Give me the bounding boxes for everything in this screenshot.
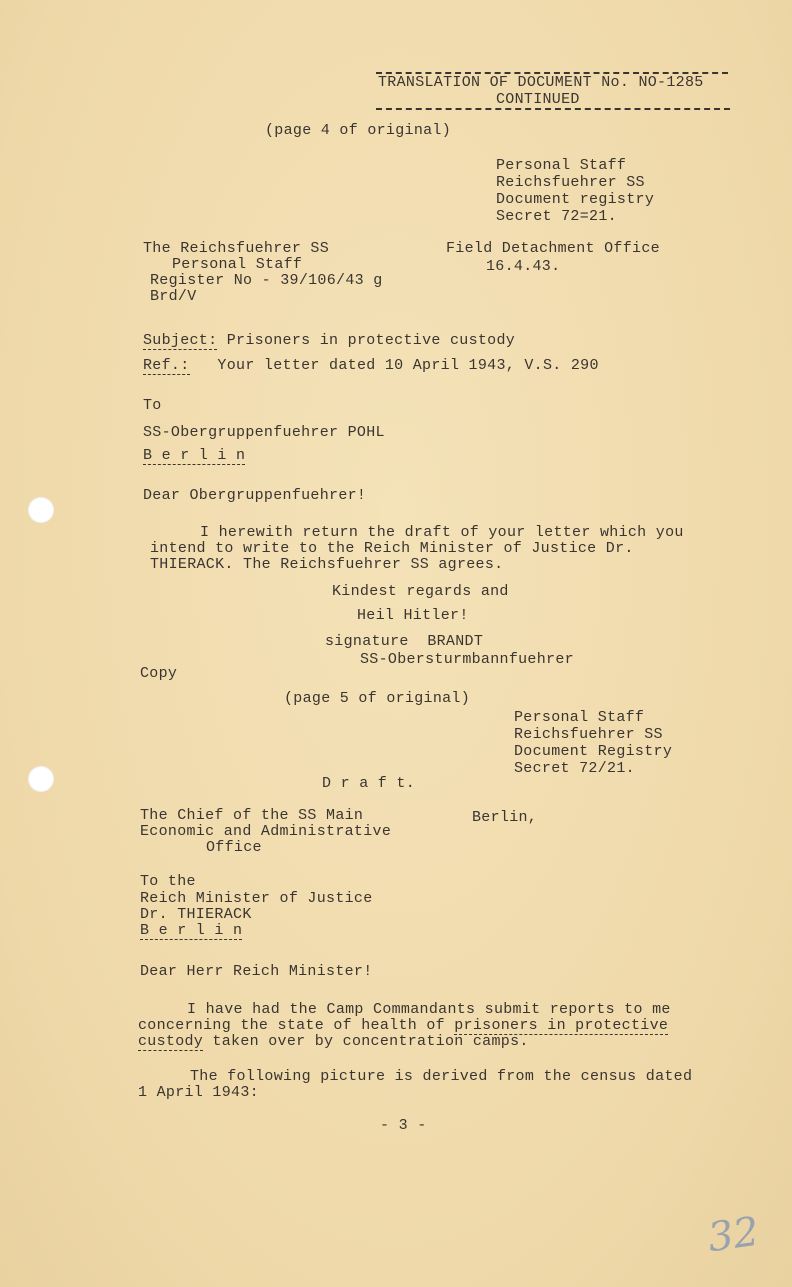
sender-line: Brd/V	[150, 288, 197, 305]
recipient-name: SS-Obergruppenfuehrer POHL	[143, 424, 385, 441]
registry-line: Document Registry	[514, 743, 673, 760]
recipient-city	[140, 922, 242, 939]
registry-line: Reichsfuehrer SS	[514, 726, 663, 743]
body-line: 1 April 1943:	[138, 1084, 259, 1101]
punch-hole	[28, 766, 54, 792]
header-rule-bottom	[376, 108, 730, 110]
header-continued: CONTINUED	[496, 91, 580, 108]
signature-line: signature BRANDT	[325, 633, 484, 650]
sender-line: Personal Staff	[172, 256, 303, 273]
body-line: intend to write to the Reich Minister of Justice Dr.	[150, 540, 634, 557]
salutation: Dear Herr Reich Minister!	[140, 963, 373, 980]
body-line: I herewith return the draft of your letter which you	[200, 524, 684, 541]
closing-line: Kindest regards and	[332, 583, 509, 600]
folio-number: 32	[705, 1208, 762, 1262]
body-line	[138, 1033, 529, 1050]
sender-line: Economic and Administrative	[140, 823, 392, 840]
copy-label: Copy	[140, 665, 178, 682]
page-marker: (page 4 of original)	[265, 122, 452, 139]
signature-rank: SS-Obersturmbannfuehrer	[360, 651, 574, 668]
header-title: TRANSLATION OF DOCUMENT No. NO-1285	[378, 74, 704, 91]
body-line	[138, 1017, 668, 1034]
city-text: B e r l i n	[140, 922, 243, 939]
place-line: Berlin,	[472, 809, 538, 826]
date-line: 16.4.43.	[486, 258, 561, 275]
place-line: Field Detachment Office	[446, 240, 660, 257]
subject-line	[143, 332, 515, 349]
salutation: Dear Obergruppenfuehrer!	[143, 487, 367, 504]
subject-label: Subject:	[143, 332, 218, 349]
sender-line: The Chief of the SS Main	[140, 807, 364, 824]
ref-line	[143, 357, 599, 374]
registry-line: Secret 72=21.	[496, 208, 617, 225]
body-underlined-text: prisoners in protective	[454, 1017, 669, 1034]
recipient-line: Reich Minister of Justice	[140, 890, 373, 907]
page-number: - 3 -	[380, 1117, 427, 1134]
sender-line: Register No - 39/106/43 g	[150, 272, 383, 289]
sender-line: The Reichsfuehrer SS	[143, 240, 330, 257]
city-text: B e r l i n	[143, 447, 246, 464]
page-marker: (page 5 of original)	[284, 690, 471, 707]
to-label: To	[143, 397, 162, 414]
body-line: THIERACK. The Reichsfuehrer SS agrees.	[150, 556, 504, 573]
ref-label: Ref.:	[143, 357, 190, 374]
subject-text: Prisoners in protective custody	[226, 332, 516, 349]
registry-line: Reichsfuehrer SS	[496, 174, 645, 191]
sender-line: Office	[206, 839, 262, 856]
punch-hole	[28, 497, 54, 523]
body-text: taken over by concentration camps.	[203, 1033, 529, 1050]
body-line: The following picture is derived from the census dated	[190, 1068, 693, 1085]
body-underlined-text: custody	[138, 1033, 204, 1050]
recipient-line: Dr. THIERACK	[140, 906, 252, 923]
recipient-line: To the	[140, 873, 196, 890]
registry-line: Personal Staff	[514, 709, 645, 726]
draft-label: D r a f t.	[322, 775, 416, 792]
closing-line: Heil Hitler!	[357, 607, 469, 624]
registry-line: Personal Staff	[496, 157, 627, 174]
body-line: I have had the Camp Commandants submit reports to me	[187, 1001, 671, 1018]
recipient-city	[143, 447, 245, 464]
ref-text: Your letter dated 10 April 1943, V.S. 290	[217, 357, 599, 374]
body-text: concerning the state of health of	[138, 1017, 455, 1034]
registry-line: Document registry	[496, 191, 655, 208]
registry-line: Secret 72/21.	[514, 760, 635, 777]
